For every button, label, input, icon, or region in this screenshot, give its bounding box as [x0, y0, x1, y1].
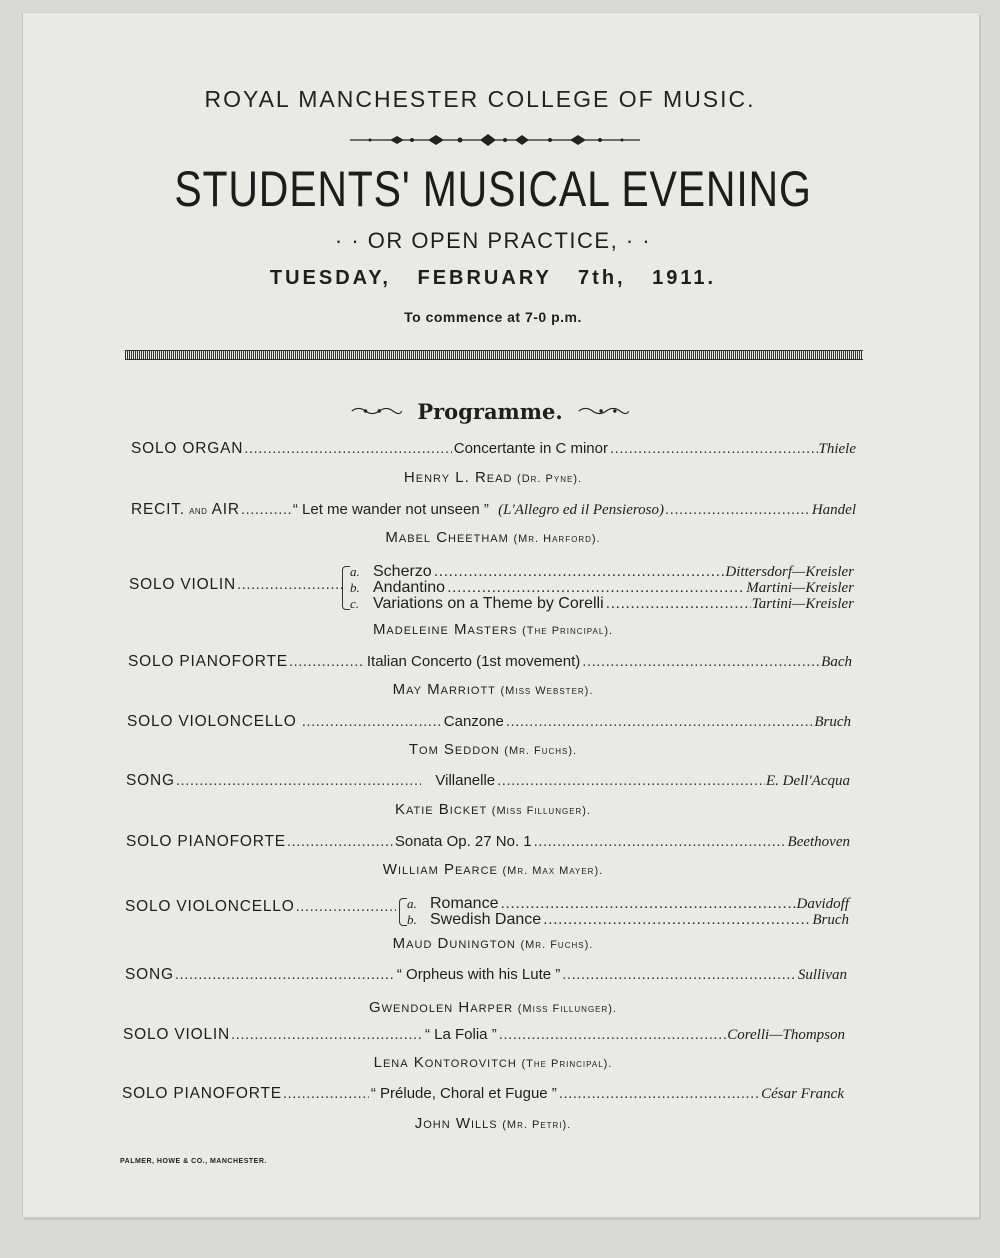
sub-item-letter: c.: [350, 596, 360, 611]
teacher-name: (Mr. Petri).: [502, 1119, 572, 1131]
teacher-name: (Miss Fillunger).: [491, 805, 592, 817]
performer-name: Lena Kontorovitch: [373, 1054, 517, 1071]
printer-imprint: PALMER, HOWE & CO., MANCHESTER.: [120, 1158, 267, 1165]
list-item: [126, 772, 850, 790]
sub-item-piece: Variations on a Theme by Corelli: [373, 595, 604, 612]
page-title: STUDENTS' MUSICAL EVENING: [174, 161, 812, 217]
dot-leader: [241, 501, 291, 518]
dot-leader: [289, 653, 365, 670]
sub-item-letter: b.: [350, 580, 360, 595]
subtitle: · · OR OPEN PRACTICE, · ·: [334, 228, 652, 253]
item-piece: Villanelle: [435, 772, 496, 789]
item-piece: “ La Folia ”: [425, 1026, 497, 1043]
item-category: SOLO VIOLIN: [123, 1026, 230, 1043]
dot-leader: [582, 653, 820, 670]
sub-item-piece: Scherzo: [373, 563, 432, 580]
sub-item-letter: a.: [350, 564, 360, 579]
dot-leader: [287, 833, 393, 850]
list-item: [125, 966, 847, 984]
item-piece: Concertante in C minor: [453, 440, 608, 457]
dot-leader: [606, 595, 751, 613]
performer-name: Madeleine Masters: [372, 621, 518, 638]
performer-line: [0, 861, 986, 878]
item-composer: Sullivan: [797, 967, 847, 983]
dot-leader: [562, 966, 797, 983]
sub-item: [407, 911, 849, 929]
sub-item-piece: Andantino: [373, 579, 446, 596]
performer-line: [0, 1054, 986, 1071]
item-category: SOLO PIANOFORTE: [128, 653, 288, 670]
teacher-name: (Miss Fillunger).: [517, 1003, 617, 1015]
item-piece: “ Let me wander not unseen ”: [292, 501, 489, 518]
double-rule-divider: [125, 350, 863, 360]
item-composer: Beethoven: [787, 834, 850, 850]
item-category: SONG: [126, 772, 175, 789]
sub-item-piece: Romance: [430, 895, 499, 912]
item-category: SOLO VIOLIN: [129, 576, 236, 593]
performer-name: Katie Bicket: [394, 801, 488, 818]
item-composer: Handel: [811, 502, 856, 518]
dot-leader: [237, 576, 344, 593]
sub-item: [350, 595, 854, 613]
dot-leader: [499, 1026, 727, 1043]
item-composer: Bruch: [814, 714, 851, 730]
list-item: [126, 833, 850, 851]
dot-leader: [610, 440, 818, 457]
programme-heading: [350, 397, 630, 425]
flourish-left-icon: [350, 405, 403, 417]
item-category: SOLO PIANOFORTE: [122, 1085, 282, 1102]
item-composer: Thiele: [818, 441, 857, 457]
programme-heading-text: Programme.: [417, 398, 563, 424]
teacher-name: (Mr. Max Mayer).: [502, 865, 604, 877]
performer-line: [0, 469, 986, 486]
sub-item-composer: Davidoff: [796, 896, 849, 912]
item-piece: Italian Concerto (1st movement): [366, 653, 581, 670]
item-category: SOLO VIOLONCELLO: [125, 898, 295, 915]
teacher-name: (Mr. Harford).: [513, 533, 601, 545]
teacher-name: (Mr. Fuchs).: [520, 939, 594, 951]
performer-name: Maud Dunington: [392, 935, 516, 952]
list-item: [123, 1026, 845, 1044]
performer-name: Henry L. Read: [403, 469, 513, 486]
dot-leader: [244, 440, 452, 457]
dot-leader: [534, 833, 787, 850]
sub-item-letter: a.: [407, 896, 417, 911]
item-composer: E. Dell'Acqua: [765, 773, 850, 789]
item-category-joiner: and: [189, 505, 208, 517]
sub-item-composer: Tartini—Kreisler: [751, 596, 854, 612]
performer-line: [0, 681, 986, 698]
item-piece: “ Prélude, Choral et Fugue ”: [370, 1085, 557, 1102]
item-category: RECIT.: [131, 501, 185, 518]
performer-name: Mabel Cheetham: [385, 529, 509, 546]
performer-line: [0, 621, 986, 638]
list-item: [128, 653, 852, 671]
dot-leader: [559, 1085, 760, 1102]
list-item: [129, 576, 345, 594]
performer-line: [0, 801, 986, 818]
performer-name: William Pearce: [382, 861, 498, 878]
list-item: [122, 1085, 844, 1103]
college-name: ROYAL MANCHESTER COLLEGE OF MUSIC.: [204, 86, 756, 112]
item-composer: Bach: [821, 654, 852, 670]
dot-leader: [176, 772, 421, 789]
teacher-name: (Mr. Fuchs).: [504, 745, 578, 757]
brace: [342, 566, 350, 610]
event-date: TUESDAY, FEBRUARY 7th, 1911.: [269, 267, 717, 289]
performer-line: [0, 741, 986, 758]
sub-item-letter: b.: [407, 912, 417, 927]
performer-line: [0, 529, 986, 546]
teacher-name: (Miss Webster).: [500, 685, 594, 697]
item-category: SONG: [125, 966, 174, 983]
dot-leader: [175, 966, 395, 983]
dot-leader: [665, 501, 811, 518]
list-item: [131, 440, 856, 458]
performer-name: John Wills: [414, 1115, 498, 1132]
performer-name: Tom Seddon: [408, 741, 500, 758]
brace: [399, 898, 407, 926]
item-piece: Sonata Op. 27 No. 1: [394, 833, 532, 850]
list-item: [125, 898, 397, 916]
performer-name: Gwendolen Harper: [369, 999, 514, 1016]
list-item: [131, 501, 856, 519]
dot-leader: [283, 1085, 369, 1102]
item-piece: Canzone: [443, 713, 504, 730]
dot-leader: [543, 911, 811, 929]
ornament-divider-icon: [350, 132, 640, 148]
item-category: SOLO PIANOFORTE: [126, 833, 286, 850]
teacher-name: (The Principal).: [522, 625, 614, 637]
item-composer: Corelli—Thompson: [727, 1027, 845, 1043]
item-piece-note: (L'Allegro ed il Pensieroso): [498, 502, 664, 518]
list-item: [127, 713, 851, 731]
sub-item-composer: Bruch: [812, 912, 849, 928]
start-time: To commence at 7-0 p.m.: [404, 309, 582, 325]
sub-item-composer: Martini—Kreisler: [746, 580, 854, 596]
item-category-tail: AIR: [211, 501, 240, 518]
item-category: SOLO ORGAN: [131, 440, 244, 457]
performer-line: [0, 1115, 986, 1132]
item-piece: “ Orpheus with his Lute ”: [396, 966, 561, 983]
dot-leader: [506, 713, 814, 730]
dot-leader: [231, 1026, 423, 1043]
teacher-name: (The Principal).: [521, 1058, 613, 1070]
teacher-name: (Dr. Pyne).: [517, 473, 583, 485]
dot-leader: [296, 898, 396, 915]
item-composer: César Franck: [761, 1086, 844, 1102]
sub-item-piece: Swedish Dance: [430, 911, 542, 928]
performer-line: [0, 999, 986, 1016]
flourish-right-icon: [577, 405, 630, 417]
performer-name: May Marriott: [392, 681, 496, 698]
sub-item-composer: Dittersdorf—Kreisler: [725, 564, 854, 580]
item-category: SOLO VIOLONCELLO: [127, 713, 297, 730]
dot-leader: [302, 713, 442, 730]
performer-line: [0, 935, 986, 952]
dot-leader: [497, 772, 765, 789]
